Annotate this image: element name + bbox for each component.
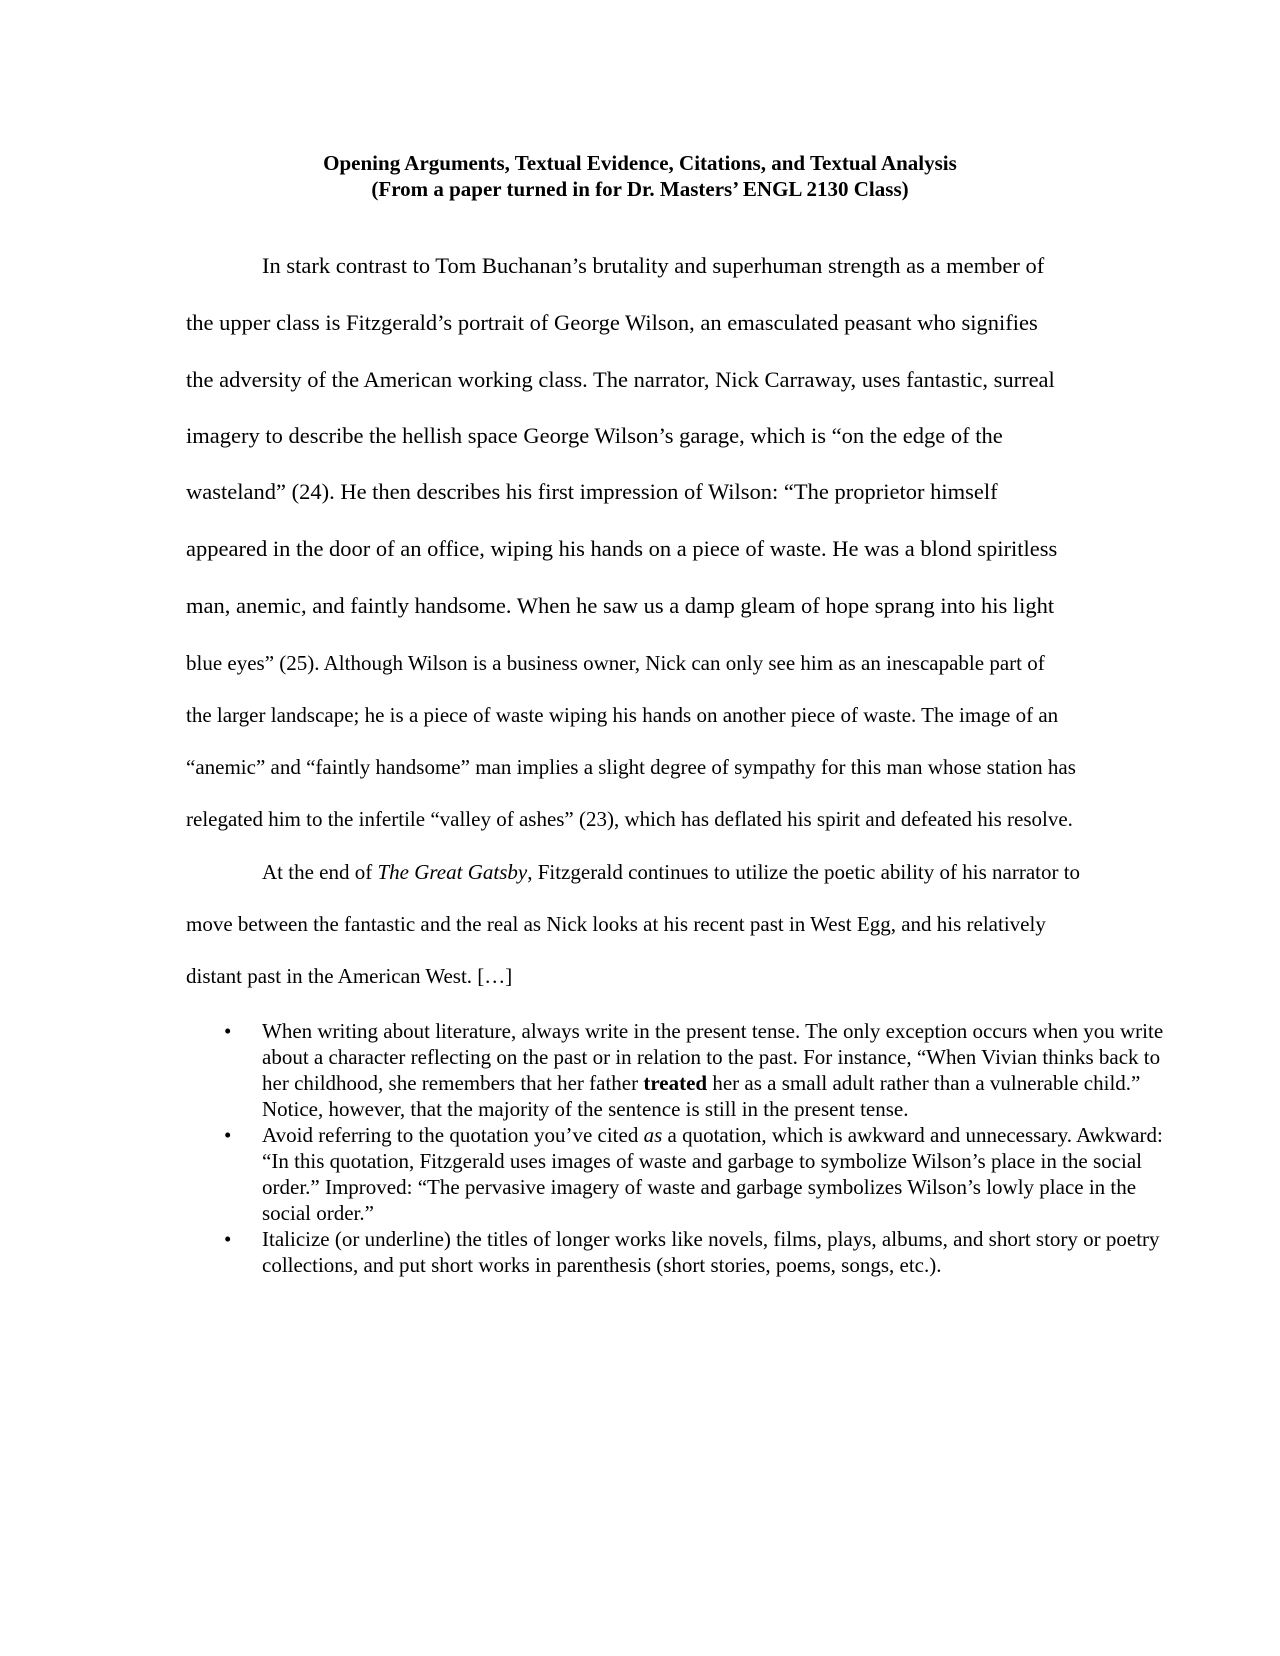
tips-list bbox=[186, 1018, 1166, 1278]
paragraph-1-line-8: blue eyes” (25). Although Wilson is a business owner, Nick can only see him as an inescapable part of bbox=[186, 651, 1045, 675]
list-item-text-post: a quotation, which is awkward and unnecessary. Awkward: “In this quotation, Fitzgerald uses images of waste and garbage to symbolize Wilson’s place in the social order.” Improved: “The pervasive imagery of waste and garbage symbolizes Wilson’s lowly place in the social order.” bbox=[262, 1123, 1163, 1225]
list-item-text-pre: Avoid referring to the quotation you’ve cited bbox=[262, 1123, 644, 1147]
paragraph-2-line-2: move between the fantastic and the real as Nick looks at his recent past in West Egg, and his relatively bbox=[186, 912, 1046, 936]
list-item-text-pre: When writing about literature, always write in the present tense. The only exception occurs when you write about a character reflecting on the past or in relation to the past. For instance, “When Vivian thinks back to her childhood, she remembers that her father bbox=[262, 1019, 1164, 1095]
paragraph-1-line-4: imagery to describe the hellish space George Wilson’s garage, which is “on the edge of the bbox=[186, 423, 1003, 448]
emphasized-word: as bbox=[643, 1123, 663, 1147]
list-item-text bbox=[262, 1123, 1163, 1225]
list-item bbox=[186, 1018, 1166, 1122]
paragraph-2-text-pre: At the end of bbox=[262, 860, 378, 884]
list-item-text bbox=[262, 1019, 1163, 1121]
document-subtitle: (From a paper turned in for Dr. Masters’ ENGL 2130 Class) bbox=[371, 177, 909, 201]
list-item bbox=[186, 1226, 1166, 1278]
paragraph-1-line-10: “anemic” and “faintly handsome” man implies a slight degree of sympathy for this man whose station has bbox=[186, 755, 1076, 779]
paragraph-2-line-3: distant past in the American West. […] bbox=[186, 964, 513, 988]
list-item-text: Italicize (or underline) the titles of longer works like novels, films, plays, albums, and short story or poetry collections, and put short works in parenthesis (short stories, poems, songs, etc.). bbox=[262, 1227, 1160, 1277]
paragraph-2-line-1 bbox=[262, 857, 1080, 887]
bullet-icon: • bbox=[224, 1227, 232, 1251]
bullet-icon: • bbox=[224, 1123, 232, 1147]
paragraph-1-line-3: the adversity of the American working class. The narrator, Nick Carraway, uses fantastic, surreal bbox=[186, 367, 1055, 392]
paragraph-1-line-11: relegated him to the infertile “valley of ashes” (23), which has deflated his spirit and defeated his resolve. bbox=[186, 807, 1073, 831]
document-title: Opening Arguments, Textual Evidence, Citations, and Textual Analysis bbox=[323, 151, 957, 175]
paragraph-1-line-9: the larger landscape; he is a piece of waste wiping his hands on another piece of waste. The image of an bbox=[186, 703, 1059, 727]
paragraph-1-line-7: man, anemic, and faintly handsome. When he saw us a damp gleam of hope sprang into his light bbox=[186, 593, 1055, 618]
book-title: The Great Gatsby bbox=[377, 860, 528, 884]
paragraph-1-line-1: In stark contrast to Tom Buchanan’s brutality and superhuman strength as a member of bbox=[262, 253, 1045, 278]
list-item bbox=[186, 1122, 1166, 1226]
emphasized-word: treated bbox=[643, 1071, 708, 1095]
paragraph-1-line-6: appeared in the door of an office, wiping his hands on a piece of waste. He was a blond spiritless bbox=[186, 536, 1058, 561]
bullet-icon: • bbox=[224, 1019, 232, 1043]
paragraph-1-line-5: wasteland” (24). He then describes his first impression of Wilson: “The proprietor himself bbox=[186, 479, 998, 504]
list-item-text-post: her as a small adult rather than a vulnerable child.” Notice, however, that the majority of the sentence is still in the present tense. bbox=[262, 1071, 1141, 1121]
paragraph-1-line-2: the upper class is Fitzgerald’s portrait of George Wilson, an emasculated peasant who signifies bbox=[186, 310, 1038, 335]
paragraph-2-text-post: , Fitzgerald continues to utilize the poetic ability of his narrator to bbox=[527, 860, 1081, 884]
